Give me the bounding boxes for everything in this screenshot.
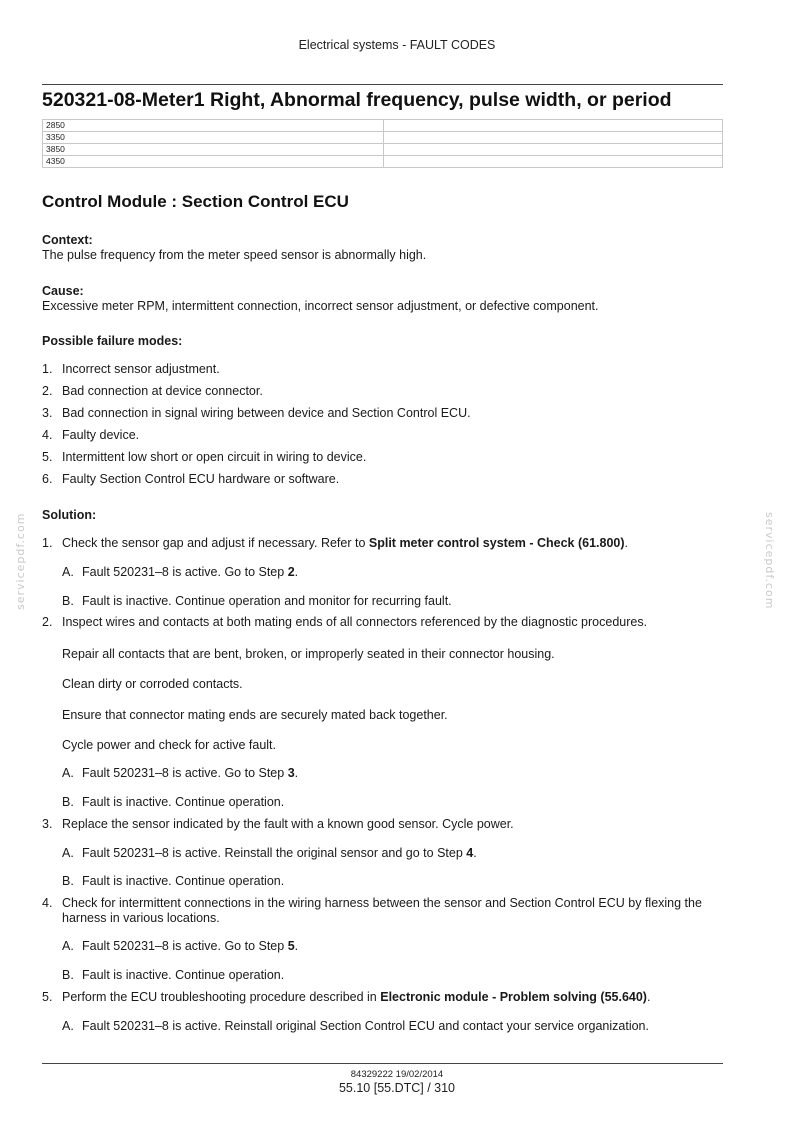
table-cell: 4350 <box>43 156 384 168</box>
table-cell <box>384 132 723 144</box>
step-1-a-goto: 2 <box>287 565 295 579</box>
step-1-reference: Split meter control system - Check (61.800) <box>368 536 625 550</box>
step-4-a-goto: 5 <box>287 939 295 953</box>
step-4-b-text: Fault is inactive. Continue operation. <box>82 968 285 982</box>
step-number: 3. <box>42 817 53 831</box>
list-item-text: Faulty device. <box>62 428 140 442</box>
step-3-a-goto: 4 <box>466 846 474 860</box>
step-4-a-text: Fault 520231–8 is active. Go to Step <box>82 939 288 953</box>
step-text <box>62 536 727 551</box>
step-1-end: . <box>624 536 629 550</box>
list-item-text: Bad connection in signal wiring between device and Section Control ECU. <box>62 406 471 420</box>
step-2-paragraph-3: Ensure that connector mating ends are securely mated back together. <box>62 708 448 722</box>
list-marker: 2. <box>42 384 53 398</box>
list-marker: 4. <box>42 428 53 442</box>
step-5-reference: Electronic module - Problem solving (55.640) <box>380 990 647 1004</box>
step-number: 2. <box>42 615 53 629</box>
step-3-b-text: Fault is inactive. Continue operation. <box>82 874 285 888</box>
option-text: Fault 520231–8 is active. Go to Step 5. <box>82 939 299 953</box>
context-label: Context: <box>42 233 93 247</box>
list-marker: 5. <box>42 450 53 464</box>
table-row <box>43 144 723 156</box>
option-marker: A. <box>62 1019 74 1033</box>
step-2-paragraph-4: Cycle power and check for active fault. <box>62 738 276 752</box>
step-text <box>62 990 727 1005</box>
table-cell: 3850 <box>43 144 384 156</box>
table-cell <box>384 120 723 132</box>
page-number: 55.10 [55.DTC] / 310 <box>338 1081 456 1095</box>
step-3-a-text: Fault 520231–8 is active. Reinstall the original sensor and go to Step <box>82 846 467 860</box>
step-number: 5. <box>42 990 53 1004</box>
running-header: Electrical systems - FAULT CODES <box>298 38 496 52</box>
step-5-end: . <box>646 990 651 1004</box>
step-2-b-text: Fault is inactive. Continue operation. <box>82 795 285 809</box>
watermark-left: servicepdf.com <box>14 512 27 610</box>
table-cell: 2850 <box>43 120 384 132</box>
step-number: 1. <box>42 536 53 550</box>
table-cell <box>384 144 723 156</box>
step-2-paragraph-2: Clean dirty or corroded contacts. <box>62 677 243 691</box>
step-4-text: Check for intermittent connections in the wiring harness between the sensor and Section Control ECU by flexing the harness in various locations. <box>62 896 702 925</box>
table-row <box>43 156 723 168</box>
fault-code-title: 520321-08-Meter1 Right, Abnormal frequency, pulse width, or period <box>42 89 672 111</box>
table-cell <box>384 156 723 168</box>
section-title: Control Module : Section Control ECU <box>42 192 349 211</box>
step-2-text: Inspect wires and contacts at both mating ends of all connectors referenced by the diagnostic procedures. <box>62 615 648 629</box>
option-marker: B. <box>62 795 74 809</box>
model-table <box>42 119 723 168</box>
step-3-text: Replace the sensor indicated by the fault with a known good sensor. Cycle power. <box>62 817 514 831</box>
step-5-a-text: Fault 520231–8 is active. Reinstall original Section Control ECU and contact your service organization. <box>82 1019 649 1033</box>
step-1-a-text: Fault 520231–8 is active. Go to Step <box>82 565 288 579</box>
option-text: Fault 520231–8 is active. Go to Step 3. <box>82 766 299 780</box>
option-marker: B. <box>62 968 74 982</box>
list-item-text: Intermittent low short or open circuit in wiring to device. <box>62 450 367 464</box>
step-number: 4. <box>42 896 53 910</box>
list-item-text: Faulty Section Control ECU hardware or software. <box>62 472 340 486</box>
step-2-a-goto: 3 <box>287 766 295 780</box>
table-row <box>43 132 723 144</box>
option-text: Fault 520231–8 is active. Reinstall the original sensor and go to Step 4. <box>82 846 477 860</box>
document-id: 84329222 19/02/2014 <box>350 1069 444 1080</box>
step-5-text: Perform the ECU troubleshooting procedure described in <box>62 990 381 1004</box>
watermark-right: servicepdf.com <box>763 512 776 610</box>
step-2-a-text: Fault 520231–8 is active. Go to Step <box>82 766 288 780</box>
option-marker: A. <box>62 565 74 579</box>
step-2-paragraph-1: Repair all contacts that are bent, broken, or improperly seated in their connector housing. <box>62 647 555 661</box>
solution-label: Solution: <box>42 508 97 522</box>
option-marker: B. <box>62 594 74 608</box>
list-marker: 3. <box>42 406 53 420</box>
step-1-b-text: Fault is inactive. Continue operation and monitor for recurring fault. <box>82 594 452 608</box>
option-text: Fault 520231–8 is active. Go to Step 2. <box>82 565 299 579</box>
table-row <box>43 120 723 132</box>
list-marker: 6. <box>42 472 53 486</box>
step-1-text: Check the sensor gap and adjust if necessary. Refer to <box>62 536 369 550</box>
header-divider <box>42 84 723 85</box>
option-marker: A. <box>62 846 74 860</box>
list-item-text: Bad connection at device connector. <box>62 384 263 398</box>
cause-text: Excessive meter RPM, intermittent connection, incorrect sensor adjustment, or defective component. <box>42 299 599 313</box>
failure-modes-label: Possible failure modes: <box>42 334 183 348</box>
footer-divider <box>42 1063 723 1064</box>
option-marker: A. <box>62 939 74 953</box>
context-text: The pulse frequency from the meter speed sensor is abnormally high. <box>42 248 427 262</box>
list-marker: 1. <box>42 362 53 376</box>
cause-label: Cause: <box>42 284 84 298</box>
option-marker: A. <box>62 766 74 780</box>
option-marker: B. <box>62 874 74 888</box>
list-item-text: Incorrect sensor adjustment. <box>62 362 220 376</box>
table-cell: 3350 <box>43 132 384 144</box>
